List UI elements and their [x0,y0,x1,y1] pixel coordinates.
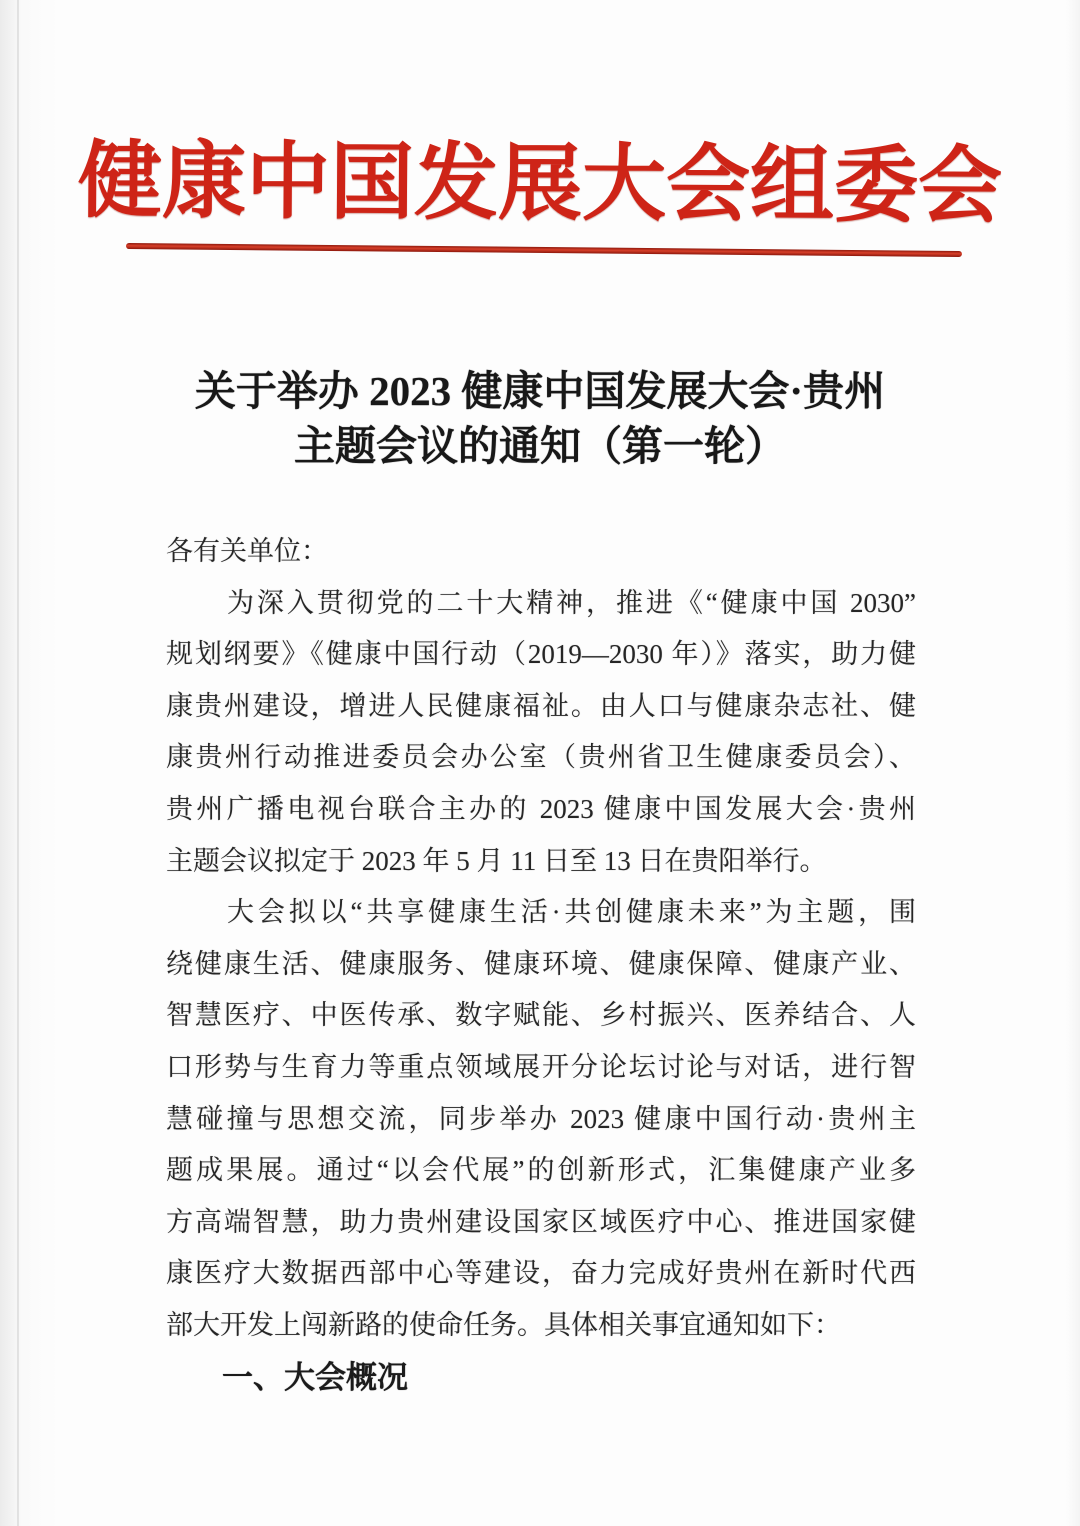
body-line: 贵州广播电视台联合主办的 2023 健康中国发展大会·贵州 [166,793,916,824]
body-line: 康贵州行动推进委员会办公室（贵州省卫生健康委员会）、 [166,742,916,773]
document-title [0,364,1080,474]
document-title-line-2: 主题会议的通知（第一轮） [294,423,786,469]
body-line: 题成果展。通过“以会代展”的创新形式，汇集健康产业多 [166,1155,916,1186]
body-line: 康贵州建设，增进人民健康福祉。由人口与健康杂志社、健 [166,690,916,721]
section-heading: 一、大会概况 [222,1359,408,1395]
body-line: 规划纲要》《健康中国行动（2019—2030 年）》落实，助力健 [166,639,916,670]
letterhead-title: 健康中国发展大会组委会 [77,135,1003,234]
body-line: 部大开发上闯新路的使命任务。具体相关事宜通知如下： [166,1309,841,1340]
body-line: 口形势与生育力等重点领域展开分论坛讨论与对话，进行智 [166,1051,916,1082]
body-line: 绕健康生活、健康服务、健康环境、健康保障、健康产业、 [166,948,916,979]
body-line: 智慧医疗、中医传承、数字赋能、乡村振兴、医养结合、人 [166,1000,916,1031]
body-line: 主题会议拟定于 2023 年 5 月 11 日至 13 日在贵阳举行。 [166,845,827,876]
letterhead-divider [126,243,962,257]
body-line: 康医疗大数据西部中心等建设，奋力完成好贵州在新时代西 [166,1258,916,1289]
body-line: 为深入贯彻党的二十大精神，推进《“健康中国 2030” [227,587,916,618]
salutation: 各有关单位： [166,536,328,566]
body-line: 方高端智慧，助力贵州建设国家区域医疗中心、推进国家健 [166,1206,916,1237]
body-lines [166,578,916,1352]
document-title-line-1: 关于举办 2023 健康中国发展大会·贵州 [194,368,886,414]
document-body [166,526,916,1403]
body-line: 慧碰撞与思想交流，同步举办 2023 健康中国行动·贵州主 [166,1103,916,1134]
body-line: 大会拟以“共享健康生活·共创健康未来”为主题，围 [227,897,916,928]
